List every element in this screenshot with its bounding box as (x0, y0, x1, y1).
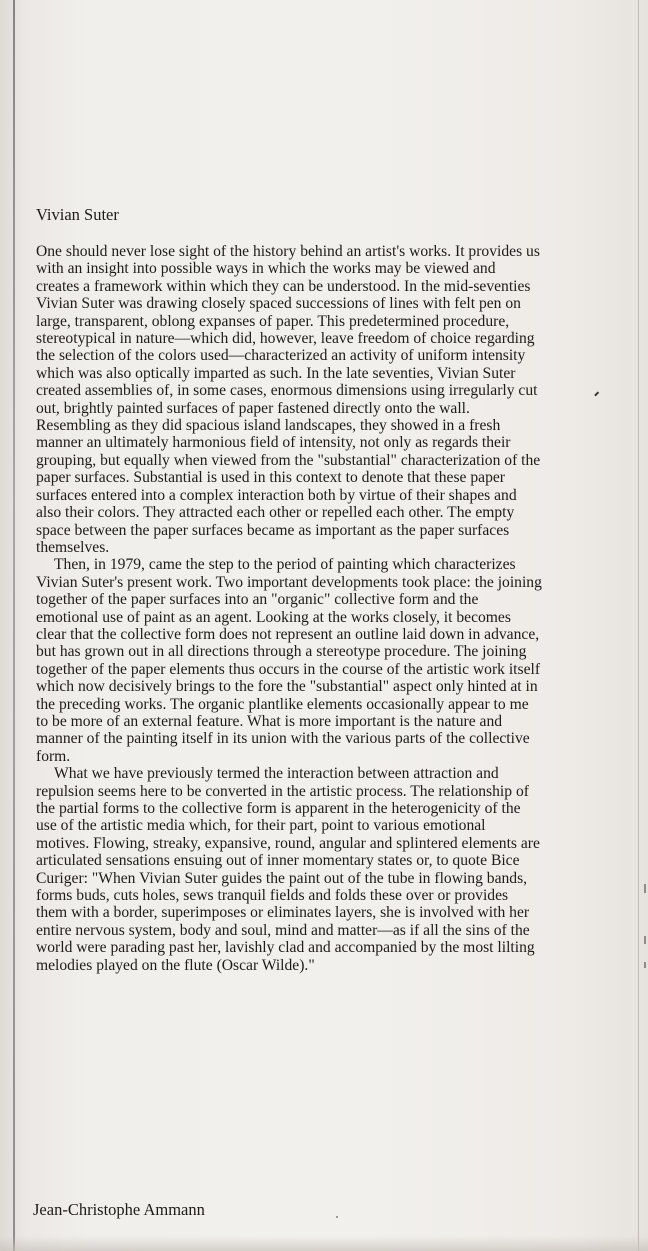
paragraph-1: One should never lose sight of the history behind an artist's works. It provides us with an insight into possible ways in which the works may be viewed and creates a framework within which they can be understood. In the mid-seventies Vivian Suter was drawing closely spaced successions of lines with felt pen on large, transparent, oblong expanses of paper. This predetermined procedure, stereotypical in nature—which did, however, leave freedom of choice regarding the selection of the colors used—characterized an activity of uniform intensity which was also optically imparted as such. In the late seventies, Vivian Suter created assemblies of, in some cases, enormous dimensions using irregularly cut out, brightly painted surfaces of paper fastened directly onto the wall. Resembling as they did spacious island landscapes, they showed in a fresh manner an ultimately harmonious field of intensity, not only as regards their grouping, but equally when viewed from the "substantial" characterization of the paper surfaces. Substantial is used in this context to denote that these paper surfaces entered into a complex interaction both by virtue of their shapes and also their colors. They attracted each other or repelled each other. The empty space between the paper surfaces became as important as the paper surfaces themselves. (36, 243, 541, 556)
stray-mark (336, 1216, 338, 1218)
stray-mark (644, 962, 646, 968)
paragraph-3: What we have previously termed the interaction between attraction and repulsion seems here to be converted in the artistic process. The relationship of the partial forms to the collective form is apparent in the heterogenicity of the use of the artistic media which, for their part, point to various emotional motives. Flowing, streaky, expansive, round, angular and splintered elements are articulated sensations ensuing out of inner momentary states or, to quote Bice Curiger: "When Vivian Suter guides the paint out of the tube in flowing bands, forms buds, cuts holes, sews tranquil fields and folds these over or provides them with a border, superimposes or eliminates layers, she is involved with her entire nervous system, body and soul, mind and matter—as if all the sins of the world were parading past her, lavishly clad and accompanied by the most lilting melodies played on the flute (Oscar Wilde)." (36, 765, 540, 974)
right-fold-line (638, 0, 639, 1251)
paragraph-2: Then, in 1979, came the step to the period of painting which characterizes Vivian Suter's present work. Two important developments took place: the joining together of the paper surfaces into an "organic" collective form and the emotional use of paint as an agent. Looking at the works closely, it becomes clear that the collective form does not represent an outline laid down in advance, but has grown out in all directions through a stereotype procedure. The joining together of the paper elements thus occurs in the course of the artistic work itself which now decisively brings to the fore the "substantial" aspect only hinted at in the preceding works. The organic plantlike elements occasionally appear to me to be more of an external feature. What is more important is the nature and manner of the painting itself in its union with the various parts of the collective form. (36, 556, 542, 765)
stray-mark (644, 884, 646, 893)
essay-body (36, 243, 542, 974)
left-fold-line (13, 0, 15, 1251)
page-bottom-edge (0, 1236, 648, 1251)
author-signature: Jean-Christophe Ammann (33, 1200, 205, 1219)
document-heading: Vivian Suter (36, 205, 119, 224)
stray-mark (594, 391, 599, 396)
stray-mark (644, 936, 646, 944)
